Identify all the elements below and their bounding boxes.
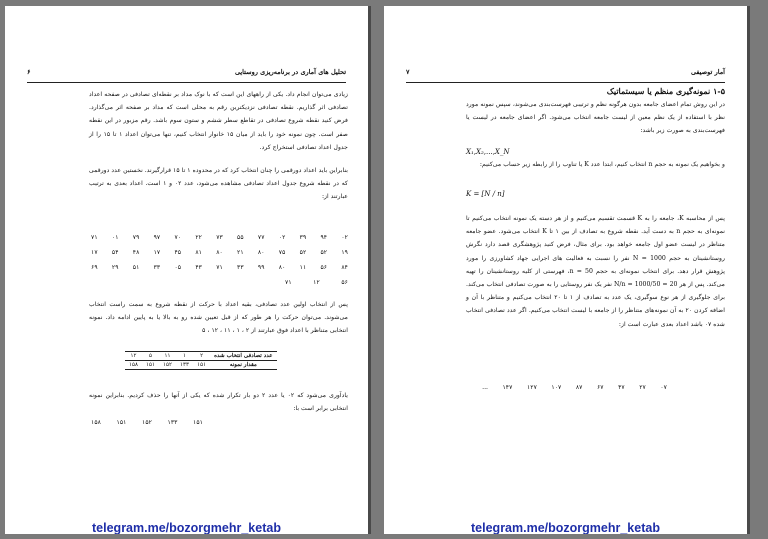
random-number: ۷۱ bbox=[91, 234, 98, 241]
right-paragraph-1: در این روش تمام اعضای جامعه بدون هرگونه نظم و ترتیبی فهرست‌بندی می‌شوند، سپس نمونه مورد نظر با استفاده از یک نظم معین از لیست جامعه انتخاب می‌شود. اگر اعضای جامعه در لیست یا فهرست‌بندی به صورت زیر باشد: bbox=[466, 101, 725, 135]
sequence-value: ۴۷ bbox=[618, 384, 625, 391]
random-number: ۸۰ bbox=[278, 264, 286, 271]
random-number: ۷۱ bbox=[285, 279, 292, 286]
random-number: ۵۱ bbox=[132, 264, 140, 271]
left-running-head bbox=[27, 68, 346, 83]
left-footer-link[interactable]: telegram.me/bozorgmehr_ketab bbox=[92, 521, 281, 534]
table-header-label: عدد تصادفی انتخاب شده bbox=[210, 352, 276, 361]
random-number: ۷۹ bbox=[132, 234, 140, 241]
random-number: ۲۱ bbox=[237, 249, 244, 256]
random-number: ۷۵ bbox=[278, 249, 286, 256]
random-number: ۰۲ bbox=[341, 234, 348, 241]
random-number: ۵۵ bbox=[237, 234, 244, 241]
sequence-value: ۱۰۷ bbox=[551, 384, 562, 391]
random-number-row-2 bbox=[91, 249, 348, 256]
sequence-value: ... bbox=[482, 384, 489, 391]
random-number: ۵۲ bbox=[299, 249, 307, 256]
random-number-row-3 bbox=[91, 264, 348, 271]
random-number: ۱۹ bbox=[341, 249, 348, 256]
table-header-row bbox=[125, 352, 277, 361]
random-number: ۴۳ bbox=[195, 264, 202, 271]
random-number: ۹۷ bbox=[153, 234, 161, 241]
left-paragraph-2: بنابراین باید اعداد دورقمی را چنان انتخاب کرد که در محدوده ۱ تا ۱۵ قرارگیرند. نخستین عدد دورقمی که در نقطه شروع جدول اعداد تصادفی مشاهده می‌شود، عدد ۰۲ و ۱ است. اعداد بعدی به ترتیب عبارتند از: bbox=[89, 167, 348, 201]
sample-selection-table bbox=[125, 351, 277, 370]
table-cell: ۵ bbox=[142, 352, 159, 361]
random-number: ۷۷ bbox=[257, 234, 265, 241]
right-running-head bbox=[406, 68, 725, 83]
left-paragraph-3: پس از انتخاب اولین عدد تصادفی، بقیه اعداد با حرکت از نقطه شروع به سمت راست انتخاب می‌شوند. می‌توان حرکت را هر طور که از قبل تعیین شده رو به بالا یا به پایین ادامه داد. نمونه انتخابی متناظر با اعداد فوق عبارتند از ۲ ، ۱ ، ۱۱ ، ۱۲ ، ۵ bbox=[89, 301, 348, 335]
right-page-number: ۷ bbox=[406, 68, 410, 76]
right-paragraph-3: پس از محاسبه K، جامعه را به K قسمت تقسیم می‌کنیم و از هر دسته یک نمونه انتخاب می‌کنیم تا نمونه‌ای به حجم n به دست آید. نقطه شروع به تصادف از بین ۱ تا K انتخاب می‌شود. عضو جامعه متناظر در لیست عضو اول جامعه خواهد بود. برای مثال، فرض کنید پژوهشگری قصد دارد نگرش روستانشینان به حجم 1000 = N نفر را نسبت به فعالیت های اجرایی جهاد کشاورزی را مورد پژوهش قرار دهد. برای انتخاب نمونه‌ای به حجم 50 = n، فهرستی از کلیه روستانشینان را تهیه می‌کند. پس از هر 20 = 1000/50 = N/n نفر یک نفر روستایی را به صورت تصادفی انتخاب می‌کند. برای جلوگیری از هر نوع سوگیری، یک عدد به تصادف از ۱ تا ۲۰ انتخاب می‌کنیم و متناظر با آن و اضافه کردن ۲۰ به آن نمونه‌های متناظر را از جامعه با لیست انتخاب می‌کنیم. اگر عدد تصادفی انتخاب شده ۰۷ باشد اعداد بعدی عبارت است از: bbox=[466, 215, 726, 328]
table-row bbox=[125, 361, 277, 370]
random-number-row-1 bbox=[91, 234, 348, 241]
right-paragraph-2: و بخواهیم یک نمونه به حجم n انتخاب کنیم، ابتدا عدد K یا تناوب را از رابطه زیر حساب می‌کنیم: bbox=[479, 161, 725, 168]
sequence-value: ۶۷ bbox=[596, 384, 604, 391]
interval-formula: K = [N / n] bbox=[466, 190, 505, 198]
random-number: ۲۲ bbox=[195, 234, 202, 241]
sample-value: ۱۵۸ bbox=[91, 419, 101, 426]
table-cell: ۱۵۱ bbox=[142, 361, 159, 370]
table-cell: ۱۵۲ bbox=[159, 361, 176, 370]
random-number: ۵۴ bbox=[111, 249, 119, 256]
random-number: ۳۳ bbox=[237, 264, 244, 271]
random-number: ۱۷ bbox=[153, 249, 161, 256]
random-number: ۶۹ bbox=[91, 264, 98, 271]
section-heading: ۱-۵ نمونه‌گیری منظم یا سیستماتیک bbox=[606, 86, 725, 96]
table-cell: ۱۵۱ bbox=[193, 361, 210, 370]
sequence-value: ۱۲۷ bbox=[526, 384, 537, 391]
random-number: ۲۹ bbox=[111, 264, 119, 271]
sample-value: ۱۵۱ bbox=[116, 419, 127, 426]
left-page-number: ۶ bbox=[27, 68, 31, 76]
random-number: ۵۶ bbox=[341, 279, 348, 286]
random-number: ۰۱ bbox=[111, 234, 119, 241]
left-paragraph-1: زیادی می‌توان انجام داد. یکی از راههای این است که با نوک مداد بر نقطه‌ای تصادفی در صفحه اعداد تصادفی اثر گذاریم. نقطه تصادفی نزدیکترین رقم به محلی است که مداد بر صفحه اثر می‌گذارد. فرض کنید نقطه شروع تصادفی در تقاطع سطر ششم و ستون سوم باشد. رقم مزبور در این نقطه صفر است. چون نمونه خود را باید از میان ۱۵ خانوار انتخاب کنیم، تنها می‌توان اعداد ۱ تا ۱۵ را از جدول اعداد تصادفی استخراج کرد. bbox=[89, 91, 348, 151]
left-running-title: تحلیل های آماری در برنامه‌ریزی روستایی bbox=[234, 68, 346, 76]
random-number: ۳۳ bbox=[153, 264, 161, 271]
left-paragraph-4: یادآوری می‌شود که ۰۲ یا عدد ۲ دو بار تکرار شده که یکی از آنها را حذف کردیم. بنابراین نمونه انتخابی برابر است با: bbox=[89, 392, 349, 413]
left-page-shadow bbox=[368, 6, 371, 534]
right-page-shadow bbox=[747, 6, 750, 534]
random-number: ۵۲ bbox=[320, 249, 328, 256]
table-cell: ۱۵۸ bbox=[125, 361, 142, 370]
random-number: ۵۶ bbox=[320, 264, 328, 271]
sample-value: ۱۵۲ bbox=[142, 419, 152, 426]
random-number: ۹۹ bbox=[257, 264, 265, 271]
random-number: ۰۵ bbox=[174, 264, 182, 271]
random-number: ۸۰ bbox=[216, 249, 223, 256]
random-number: ۸۴ bbox=[341, 264, 348, 271]
random-number: ۷۳ bbox=[216, 234, 223, 241]
right-running-title: آمار توصیفی bbox=[690, 68, 725, 76]
random-number: ۱۷ bbox=[91, 249, 98, 256]
random-number: ۱۱ bbox=[299, 264, 307, 271]
systematic-sample-sequence bbox=[482, 384, 667, 391]
random-number: ۴۵ bbox=[174, 249, 182, 256]
random-number: ۴۸ bbox=[132, 249, 140, 256]
table-cell: ۱۱ bbox=[159, 352, 176, 361]
random-number: ۹۴ bbox=[320, 234, 328, 241]
sequence-value: ۰۷ bbox=[660, 384, 667, 391]
sequence-value: ۱۴۷ bbox=[502, 384, 513, 391]
right-footer-link[interactable]: telegram.me/bozorgmehr_ketab bbox=[471, 521, 660, 534]
population-sequence: X₁,X₂,...,X_N bbox=[466, 148, 510, 156]
table-row-label: مقدار نمونه bbox=[210, 361, 276, 370]
random-number: ۸۱ bbox=[195, 249, 202, 256]
sequence-value: ۸۷ bbox=[575, 384, 583, 391]
random-number: ۷۰ bbox=[174, 234, 182, 241]
random-number: ۷۱ bbox=[216, 264, 223, 271]
sample-value: ۱۵۱ bbox=[193, 419, 203, 426]
final-sample-values bbox=[91, 419, 203, 426]
table-cell: ۱۳۳ bbox=[176, 361, 193, 370]
right-page bbox=[384, 6, 747, 534]
table-cell: ۱۲ bbox=[125, 352, 142, 361]
left-page bbox=[5, 6, 368, 534]
random-number: ۸۰ bbox=[257, 249, 265, 256]
random-number: ۱۲ bbox=[313, 279, 320, 286]
sample-value: ۱۳۳ bbox=[167, 419, 178, 426]
random-number: ۰۲ bbox=[278, 234, 286, 241]
sequence-value: ۲۷ bbox=[639, 384, 646, 391]
random-number-row-4 bbox=[285, 279, 348, 286]
table-cell: ۱ bbox=[176, 352, 193, 361]
table-cell: ۲ bbox=[193, 352, 210, 361]
random-number: ۳۹ bbox=[299, 234, 307, 241]
